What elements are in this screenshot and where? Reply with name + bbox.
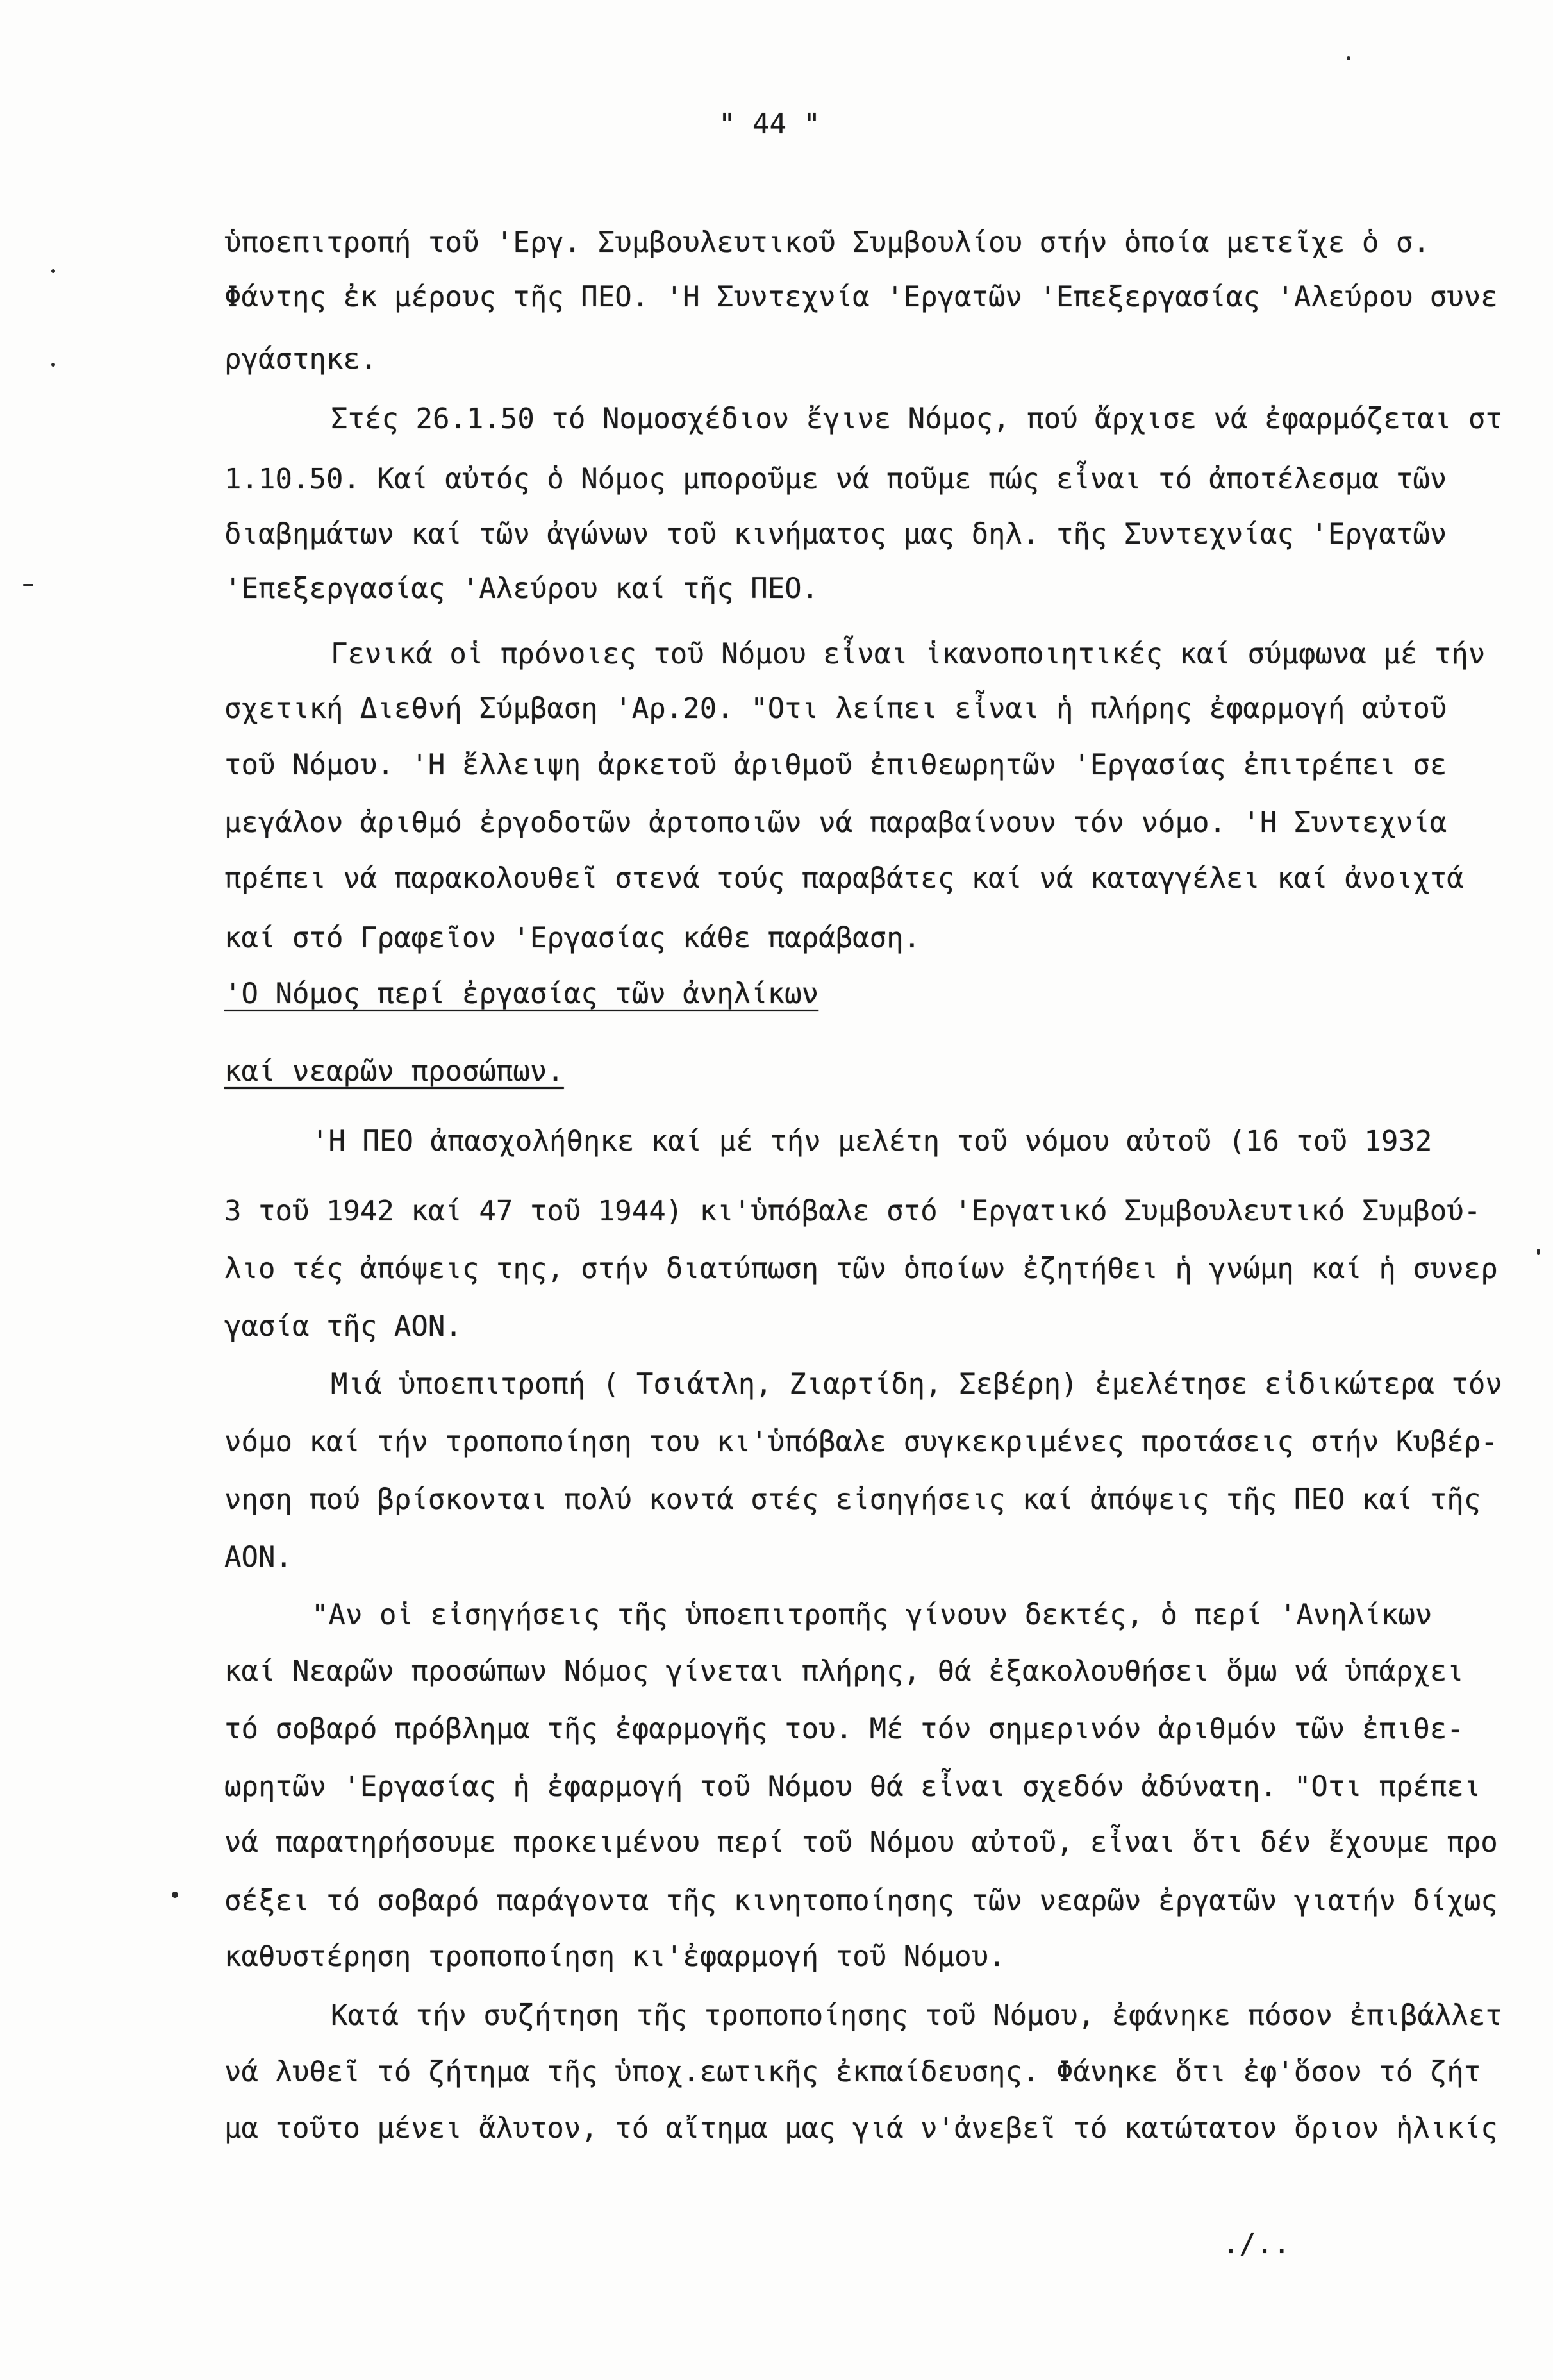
scan-speck [23, 584, 33, 586]
text-line: 3 τοῦ 1942 καί 47 τοῦ 1944) κι'ὑπόβαλε στό 'Εργατικό Συμβουλευτικό Συμβού- [224, 1195, 1481, 1227]
text-line: λιο τές ἀπόψεις της, στήν διατύπωση τῶν ὁποίων ἐζητήθει ἡ γνώμη καί ἡ συνερ [224, 1252, 1498, 1285]
text-line: Φάντης ἐκ μέρους τῆς ΠΕΟ. 'Η Συντεχνία 'Εργατῶν 'Επεξεργασίας 'Αλεύρου συνε [224, 281, 1498, 313]
text-line: ὑποεπιτροπή τοῦ 'Εργ. Συμβουλευτικοῦ Συμβουλίου στήν ὁποία μετεῖχε ὁ σ. [224, 226, 1430, 259]
text-line: νόμο καί τήν τροποποίηση του κι'ὑπόβαλε συγκεκριμένες προτάσεις στήν Κυβέρ- [224, 1426, 1498, 1458]
continuation-mark: ./.. [1222, 2227, 1290, 2260]
section-heading: καί νεαρῶν προσώπων. [224, 1055, 564, 1088]
text-line: 1.10.50. Καί αὐτός ὁ Νόμος μποροῦμε νά ποῦμε πώς εἶναι τό ἀποτέλεσμα τῶν [224, 463, 1447, 495]
text-line: καί στό Γραφεῖον 'Εργασίας κάθε παράβαση. [224, 922, 921, 954]
text-line: νά παρατηρήσουμε προκειμένου περί τοῦ Νόμου αὐτοῦ, εἶναι ὅτι δέν ἔχουμε προ [224, 1826, 1498, 1859]
text-line: Στές 26.1.50 τό Νομοσχέδιον ἔγινε Νόμος, πού ἄρχισε νά ἐφαρμόζεται στ [331, 403, 1502, 435]
text-line: τοῦ Νόμου. 'Η ἔλλειψη ἀρκετοῦ ἀριθμοῦ ἐπιθεωρητῶν 'Εργασίας ἐπιτρέπει σε [224, 749, 1447, 781]
scan-speck [51, 269, 55, 273]
text-line: γασία τῆς ΑΟΝ. [224, 1310, 462, 1343]
text-line: ΑΟΝ. [224, 1541, 292, 1574]
text-line: διαβημάτων καί τῶν ἀγώνων τοῦ κινήματος μας δηλ. τῆς Συντεχνίας 'Εργατῶν [224, 518, 1447, 551]
text-line: νά λυθεῖ τό ζήτημα τῆς ὑποχ.εωτικῆς ἐκπαίδευσης. Φάνηκε ὅτι ἐφ'ὅσον τό ζήτ [224, 2056, 1481, 2088]
text-line: ωρητῶν 'Εργασίας ἡ ἐφαρμογή τοῦ Νόμου θά εἶναι σχεδόν ἀδύνατη. "Οτι πρέπει [224, 1770, 1481, 1803]
section-heading: 'Ο Νόμος περί ἐργασίας τῶν ἀνηλίκων [224, 978, 819, 1010]
text-line: Γενικά οἱ πρόνοιες τοῦ Νόμου εἶναι ἱκανοποιητικές καί σύμφωνα μέ τήν [331, 638, 1486, 670]
text-line: σχετική Διεθνή Σύμβαση 'Αρ.20. "Οτι λείπει εἶναι ἡ πλήρης ἐφαρμογή αὐτοῦ [224, 692, 1447, 725]
page-number: " 44 " [718, 108, 820, 140]
scan-speck [172, 1892, 178, 1898]
text-line: σέξει τό σοβαρό παράγοντα τῆς κινητοποίησης τῶν νεαρῶν ἐργατῶν γιατήν δίχως [224, 1885, 1498, 1917]
text-line: νηση πού βρίσκονται πολύ κοντά στές εἰσηγήσεις καί ἀπόψεις τῆς ΠΕΟ καί τῆς [224, 1483, 1481, 1516]
text-line: πρέπει νά παρακολουθεῖ στενά τούς παραβάτες καί νά καταγγέλει καί ἀνοιχτά [224, 862, 1464, 895]
text-line: "Αν οἱ εἰσηγήσεις τῆς ὑποεπιτροπῆς γίνουν δεκτές, ὁ περί 'Ανηλίκων [311, 1599, 1433, 1631]
text-line: μα τοῦτο μένει ἄλυτον, τό αἴτημα μας γιά ν'ἀνεβεῖ τό κατώτατον ὅριον ἡλικίς [224, 2112, 1498, 2145]
text-line: τό σοβαρό πρόβλημα τῆς ἐφαρμογῆς του. Μέ τόν σημερινόν ἀριθμόν τῶν ἐπιθε- [224, 1713, 1464, 1745]
scan-speck [1347, 56, 1350, 60]
text-line: καί Νεαρῶν προσώπων Νόμος γίνεται πλήρης, θά ἐξακολουθήσει ὅμω νά ὑπάρχει [224, 1655, 1464, 1688]
text-line: καθυστέρηση τροποποίηση κι'ἐφαρμογή τοῦ Νόμου. [224, 1940, 1006, 1973]
text-line: 'Επεξεργασίας 'Αλεύρου καί τῆς ΠΕΟ. [224, 572, 819, 605]
text-line: Μιά ὑποεπιτροπή ( Τσιάτλη, Ζιαρτίδη, Σεβέρη) ἐμελέτησε εἰδικώτερα τόν [331, 1368, 1502, 1401]
scan-speck [1537, 1249, 1540, 1255]
text-line: 'Η ΠΕΟ ἀπασχολήθηκε καί μέ τήν μελέτη τοῦ νόμου αὐτοῦ (16 τοῦ 1932 [311, 1125, 1433, 1158]
text-line: μεγάλον ἀριθμό ἐργοδοτῶν ἀρτοποιῶν νά παραβαίνουν τόν νόμο. 'Η Συντεχνία [224, 806, 1447, 839]
scan-speck [51, 363, 55, 367]
text-line: ργάστηκε. [224, 343, 378, 376]
text-line: Κατά τήν συζήτηση τῆς τροποποίησης τοῦ Νόμου, ἐφάνηκε πόσον ἐπιβάλλετ [331, 1999, 1502, 2032]
